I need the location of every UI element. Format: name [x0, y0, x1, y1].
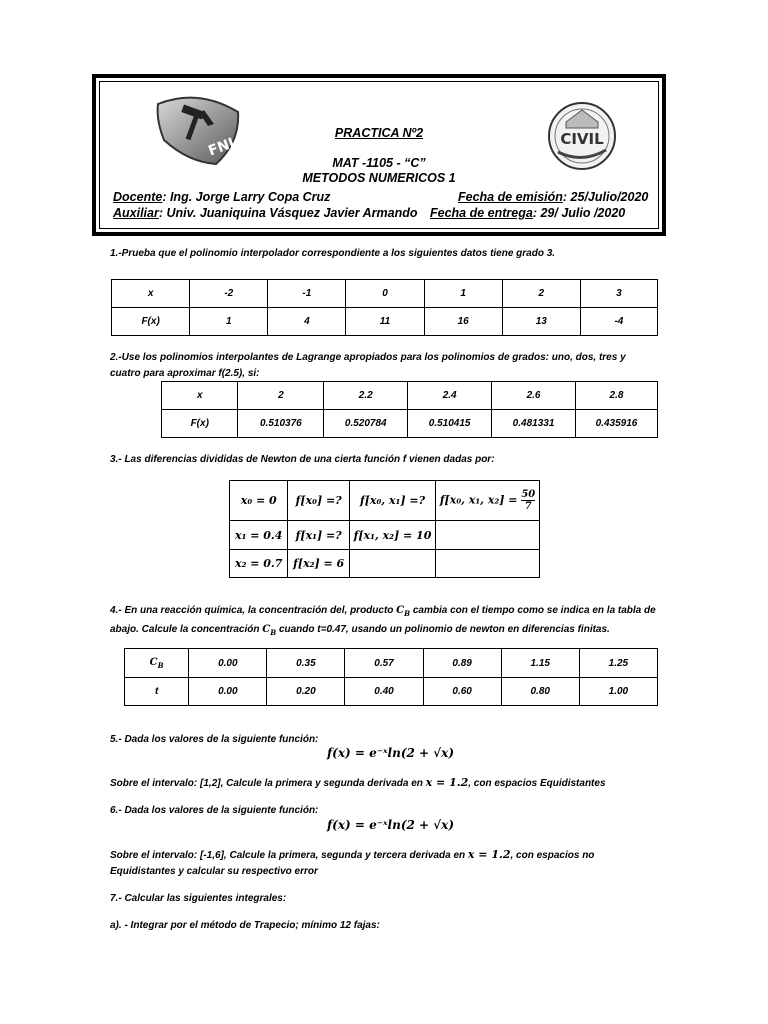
q3-cell-x0: x₀ = 0 — [230, 481, 288, 521]
q1-table-cell: -1 — [268, 280, 346, 308]
question-4-text — [110, 603, 670, 641]
question-7-text: 7.- Calcular las siguientes integrales: — [110, 893, 287, 904]
q2-table-row — [162, 382, 658, 410]
entrega-value: : 29/ Julio /2020 — [532, 206, 626, 220]
q3-cell-x1: x₁ = 0.4 — [230, 521, 288, 550]
question-1-table — [111, 279, 658, 336]
question-6-interval — [110, 847, 670, 880]
auxiliar-label: Auxiliar — [113, 206, 159, 220]
q3-cell-fx0x1x2 — [436, 481, 540, 521]
course-code: MAT -1105 - “C” — [332, 156, 426, 170]
q1-table-cell: 11 — [346, 308, 424, 336]
auxiliar-line — [113, 206, 418, 220]
q1-table-cell: F(x) — [112, 308, 190, 336]
q2-table-cell: 2.6 — [492, 382, 576, 410]
q6-interval-line-1 — [110, 847, 670, 864]
q1-table-cell: -4 — [580, 308, 657, 336]
q3-fx0x1x2-label: f[x₀, x₁, x₂] = — [439, 493, 518, 507]
q3-cell-fx2: f[x₂] = 6 — [288, 550, 350, 578]
q3-cell-empty-2 — [349, 550, 435, 578]
header-box — [92, 74, 666, 236]
question-7a-text: a). - Integrar por el método de Trapecio; mínimo 12 fajas: — [110, 920, 380, 931]
q5-interval-x: x = 1.2 — [425, 776, 469, 789]
q2-table-cell: F(x) — [162, 410, 238, 438]
q4-cb-value-cell: 0.57 — [345, 649, 423, 678]
q1-table-cell: 13 — [502, 308, 580, 336]
header-inner-frame — [99, 81, 659, 229]
question-4-line-2 — [110, 622, 670, 641]
course-name: METODOS NUMERICOS 1 — [302, 171, 456, 185]
q4-t-header: t — [125, 678, 189, 706]
q6-interval-line-2: Equidistantes y calcular su respectivo error — [110, 866, 318, 877]
question-1-text: 1.-Prueba que el polinomio interpolador correspondiente a los siguientes datos tiene grado 3. — [110, 248, 556, 259]
q1-table-cell: -2 — [190, 280, 268, 308]
q1-table-cell: 0 — [346, 280, 424, 308]
q2-table-cell: 2.4 — [408, 382, 492, 410]
q4-t-value-cell: 0.60 — [423, 678, 501, 706]
q3-cell-fx0: f[x₀] =? — [288, 481, 350, 521]
q3-cell-empty-3 — [436, 550, 540, 578]
q4-cb-header-main: C — [149, 656, 158, 668]
q4-cb-value-cell: 0.89 — [423, 649, 501, 678]
q1-table-cell: 1 — [190, 308, 268, 336]
q6-interval-b: , con espacios no — [510, 850, 595, 861]
q4-cb-2-sub: B — [270, 628, 277, 637]
docente-label: Docente — [113, 190, 163, 204]
q4-t-value-cell: 0.80 — [501, 678, 579, 706]
emision-value: : 25/Julio/2020 — [562, 190, 649, 204]
q4-cb-header — [125, 649, 189, 678]
practice-title: PRACTICA Nº2 — [334, 126, 424, 140]
entrega-label: Fecha de entrega — [430, 206, 533, 220]
q4-cb-1-sub: B — [404, 609, 411, 618]
emision-line — [458, 190, 648, 204]
q3-fraction — [521, 489, 535, 512]
q1-table-cell: 3 — [580, 280, 657, 308]
q6-interval-x: x = 1.2 — [467, 848, 511, 861]
q3-cell-fx1: f[x₁] =? — [288, 521, 350, 550]
q4-t-value-cell: 0.20 — [267, 678, 345, 706]
question-4-table — [124, 648, 658, 706]
q2-table-cell: 0.481331 — [492, 410, 576, 438]
question-5-interval — [110, 775, 670, 792]
q2-table-cell: 2.8 — [575, 382, 657, 410]
q1-table-cell: 16 — [424, 308, 502, 336]
question-2-line-2: cuatro para aproximar f(2.5), si: — [110, 368, 260, 379]
q2-table-cell: 0.510415 — [408, 410, 492, 438]
question-5-formula: f(x) = e⁻ˣln(2 + √x) — [327, 746, 454, 760]
q4-cb-2-main: C — [262, 624, 271, 635]
q3-fraction-den: 7 — [524, 501, 532, 512]
question-6-formula: f(x) = e⁻ˣln(2 + √x) — [327, 818, 454, 832]
question-2-text — [110, 350, 670, 382]
entrega-line — [430, 206, 625, 220]
question-2-table — [161, 381, 658, 438]
q2-table-cell: x — [162, 382, 238, 410]
q4-text-c: abajo. Calcule la concentración — [110, 624, 263, 635]
question-4-line-1 — [110, 603, 670, 622]
q4-cb-value-cell: 1.25 — [579, 649, 657, 678]
docente-line — [113, 190, 330, 204]
q2-table-cell: 0.510376 — [238, 410, 324, 438]
q4-cb-value-cell: 1.15 — [501, 649, 579, 678]
q4-cb-value-cell: 0.00 — [189, 649, 267, 678]
q1-table-row — [112, 280, 658, 308]
q4-text-b: cambia con el tiempo como se indica en la tabla de — [410, 605, 656, 616]
fni-logo-text: FNI — [206, 135, 237, 160]
q4-cb-1 — [396, 605, 410, 616]
question-3-text: 3.- Las diferencias divididas de Newton de una cierta función f vienen dadas por: — [110, 454, 495, 465]
q4-t-value-cell: 1.00 — [579, 678, 657, 706]
q5-interval-b: , con espacios Equidistantes — [468, 778, 606, 789]
q3-cell-empty-1 — [436, 521, 540, 550]
q2-table-row — [162, 410, 658, 438]
q4-text-d: cuando t=0.47, usando un polinomio de newton en diferencias finitas. — [276, 624, 610, 635]
q1-table-cell: 2 — [502, 280, 580, 308]
q4-t-value-cell: 0.40 — [345, 678, 423, 706]
q4-cb-value-cell: 0.35 — [267, 649, 345, 678]
question-3-table — [229, 480, 540, 578]
q6-interval-a: Sobre el intervalo: [-1,6], Calcule la primera, segunda y tercera derivada en — [110, 850, 468, 861]
q1-table-row — [112, 308, 658, 336]
q1-table-cell: 4 — [268, 308, 346, 336]
q5-interval-a: Sobre el intervalo: [1,2], Calcule la primera y segunda derivada en — [110, 778, 426, 789]
q4-text-a: 4.- En una reacción química, la concentración del, producto — [110, 605, 397, 616]
question-2-line-1: 2.-Use los polinomios interpolantes de Lagrange apropiados para los polinomios de grados: uno, dos, tres y — [110, 352, 626, 363]
question-5-text: 5.- Dada los valores de la siguiente función: — [110, 734, 319, 745]
emision-label: Fecha de emisión — [458, 190, 563, 204]
q2-table-cell: 2 — [238, 382, 324, 410]
civil-logo-text: CIVIL — [560, 130, 604, 148]
auxiliar-value: : Univ. Juaniquina Vásquez Javier Armando — [158, 206, 418, 220]
q3-cell-fx1x2: f[x₁, x₂] = 10 — [349, 521, 435, 550]
q2-table-cell: 2.2 — [324, 382, 408, 410]
q3-cell-fx0x1: f[x₀, x₁] =? — [349, 481, 435, 521]
q2-table-cell: 0.435916 — [575, 410, 657, 438]
docente-value: : Ing. Jorge Larry Copa Cruz — [162, 190, 331, 204]
q4-cb-1-main: C — [396, 605, 405, 616]
q3-cell-x2: x₂ = 0.7 — [230, 550, 288, 578]
q3-fraction-num: 50 — [521, 489, 536, 500]
q1-table-cell: x — [112, 280, 190, 308]
question-6-text: 6.- Dada los valores de la siguiente función: — [110, 805, 319, 816]
q4-cb-2 — [262, 624, 276, 635]
q4-cb-header-sub: B — [157, 660, 164, 670]
q2-table-cell: 0.520784 — [324, 410, 408, 438]
q1-table-cell: 1 — [424, 280, 502, 308]
q4-t-value-cell: 0.00 — [189, 678, 267, 706]
